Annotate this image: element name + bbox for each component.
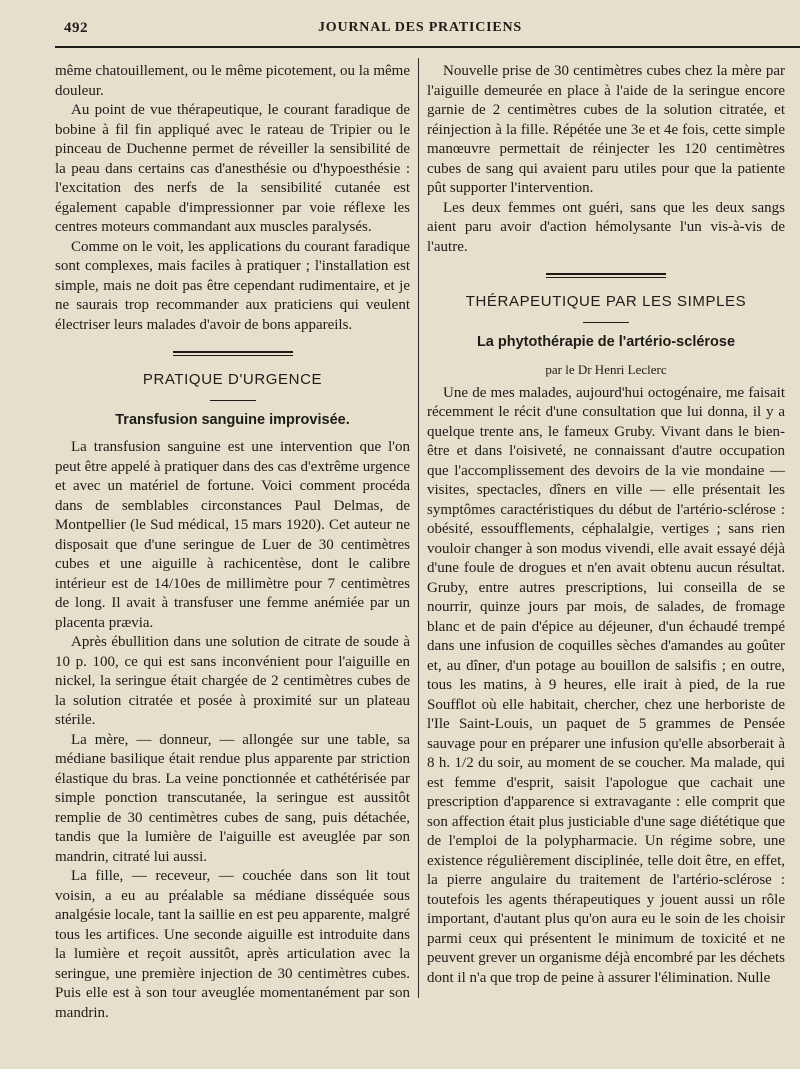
paragraph: Après ébullition dans une solution de citrate de soude à 10 p. 100, ce qui est sans inconvénient pour l'aiguille en nickel, la seringue était chargée de 2 centimètres cubes de la solution citratée et posée à proximité sur un plateau stérile.	[55, 634, 410, 728]
article-title: Transfusion sanguine improvisée.	[115, 411, 350, 428]
column-divider	[418, 58, 419, 998]
section-title: THÉRAPEUTIQUE PAR LES SIMPLES	[465, 293, 747, 310]
right-column	[427, 62, 785, 988]
paragraph: La transfusion sanguine est une intervention que l'on peut être appelé à pratiquer dans des cas d'extrême urgence et avec un matériel de fortune. Voici comment procéda dans de semblables circonstances Paul Delmas, de Montpellier (le Sud médical, 15 mars 1920). Cet auteur ne disposait que d'une seringue de Luer de 30 centimètres cubes et une aiguille à rachicentèse, dont le calibre intérieur est de 14/10es de millimètre pour 7 centimètres de long. Il avait à transfuser une femme anémiée par un placenta prævia.	[55, 439, 410, 631]
title-rule	[210, 400, 256, 401]
paragraph: La mère, — donneur, — allongée sur une table, sa médiane basilique était rendue plus apparente par striction élastique du bras. La veine ponctionnée et cathétérisée par simple ponction transcutanée, la seringue est aussitôt remplie de 30 centimètres cubes de sang, puis détachée, tandis que la lumière de l'aiguille est aveuglée par son mandrin, citraté lui aussi.	[55, 731, 410, 865]
title-rule	[583, 322, 629, 323]
page-header	[0, 0, 800, 50]
page-number: 492	[64, 20, 88, 36]
paragraph: Nouvelle prise de 30 centimètres cubes chez la mère par l'aiguille demeurée en place à l'aide de la seringue encore garnie de 2 centimètres cubes de la solution citratée, et réinjection à la fille. Répétée une 3e et 4e fois, cette simple manœuvre permettait de réinjecter les 120 centimètres cubes de sang qui avaient paru utiles pour que la patiente pût supporter l'intervention.	[427, 63, 785, 196]
left-column	[55, 62, 410, 1023]
section-separator	[173, 351, 293, 356]
paragraph: Comme on le voit, les applications du courant faradique sont complexes, mais faciles à pratiquer ; l'installation est simple, mais ne doit pas être cependant rudimentaire, et je ne saurais trop recommander aux praticiens qui veulent électriser leurs malades d'avoir de bons appareils.	[55, 238, 410, 333]
paragraph: La fille, — receveur, — couchée dans son lit tout voisin, a eu au préalable sa médiane disséquée sous analgésie locale, tant la saillie en est peu apparente, malgré tous les artifices. Une seconde aiguille est introduite dans la lumière et reçoit aussitôt, après articulation avec la seringue, une première injection de 30 centimètres cubes. Puis elle est à son tour aveuglée momentanément par son mandrin.	[55, 868, 410, 1021]
paragraph: Une de mes malades, aujourd'hui octogénaire, me faisait récemment le récit d'une consultation que lui donna, il y a quelque trente ans, le fameux Gruby. Vivant dans le bien-être et dans l'oisiveté, ne connaissant d'autre occupation que l'accomplissement des devoirs de la vie mondaine — visites, spectacles, dîners en ville — elle présentait les symptômes caractéristiques du début de l'artério-sclérose : obésité, essoufflements, céphalalgie, vertiges ; sans rien vouloir changer à son modus vivendi, elle avait essayé déjà d'une foule de drogues et n'en avait obtenu aucun résultat. Gruby, entre autres prescriptions, lui conseilla de se nourrir, quinze jours par mois, de salades, de fromage blanc et de pain d'épice au déjeuner, d'un échaudé trempé dans une infusion de coquilles sèches d'amandes au goûter et, au dîner, d'un potage au bouillon de salsifis ; en outre, tous les matins, à 9 heures, elle irait à pied, de la rue Soufflot où elle habitait, chercher, chez une herboriste de l'Ile Saint-Louis, un paquet de 5 grammes de Pensée sauvage pour en préparer une infusion qu'elle absorberait à 8 h. 1/2 du soir, au moment de se coucher. Ma malade, qui est femme d'esprit, saisit l'apologue que cachait une prescription d'apparence si extravagante : elle comprit que son affection était plus justiciable d'une sage diététique que de l'emploi de la polypharmacie. Un régime sobre, une existence régulièrement disciplinée, telle doit être, en effet, la pierre angulaire du traitement de l'artério-sclérose : toutefois les agents thérapeutiques y jouent aussi un rôle important, d'autant plus qu'on aura eu le soin de les choisir parmi ceux qui présentent le minimum de toxicité et ne peuvent grever un organisme déjà encombré par les déchets dont il n'a que trop de peine à assurer l'élimination. Nulle	[427, 384, 785, 986]
paragraph: Les deux femmes ont guéri, sans que les deux sangs aient paru avoir d'action hémolysante l'un vis-à-vis de l'autre.	[427, 199, 785, 255]
header-rule	[55, 46, 800, 48]
paragraph: même chatouillement, ou le même picotement, ou la même douleur.	[55, 63, 410, 99]
journal-title: JOURNAL DES PRATICIENS	[317, 20, 523, 35]
paragraph: Au point de vue thérapeutique, le courant faradique de bobine à fil fin appliqué avec le rateau de Tripier ou le pinceau de Duchenne permet de réveiller la sensibilité de la peau dans certains cas d'anesthésie ou d'hypoesthésie : l'excitation des nerfs de la sensibilité cutanée est également capable d'impressionner par voie réflexe les centres moteurs commandant aux muscles paralysés.	[55, 102, 410, 235]
section-separator	[546, 273, 666, 278]
section-title: PRATIQUE D'URGENCE	[142, 371, 323, 388]
byline: par le Dr Henri Leclerc	[545, 362, 667, 377]
article-title: La phytothérapie de l'artério-sclérose	[476, 333, 736, 350]
